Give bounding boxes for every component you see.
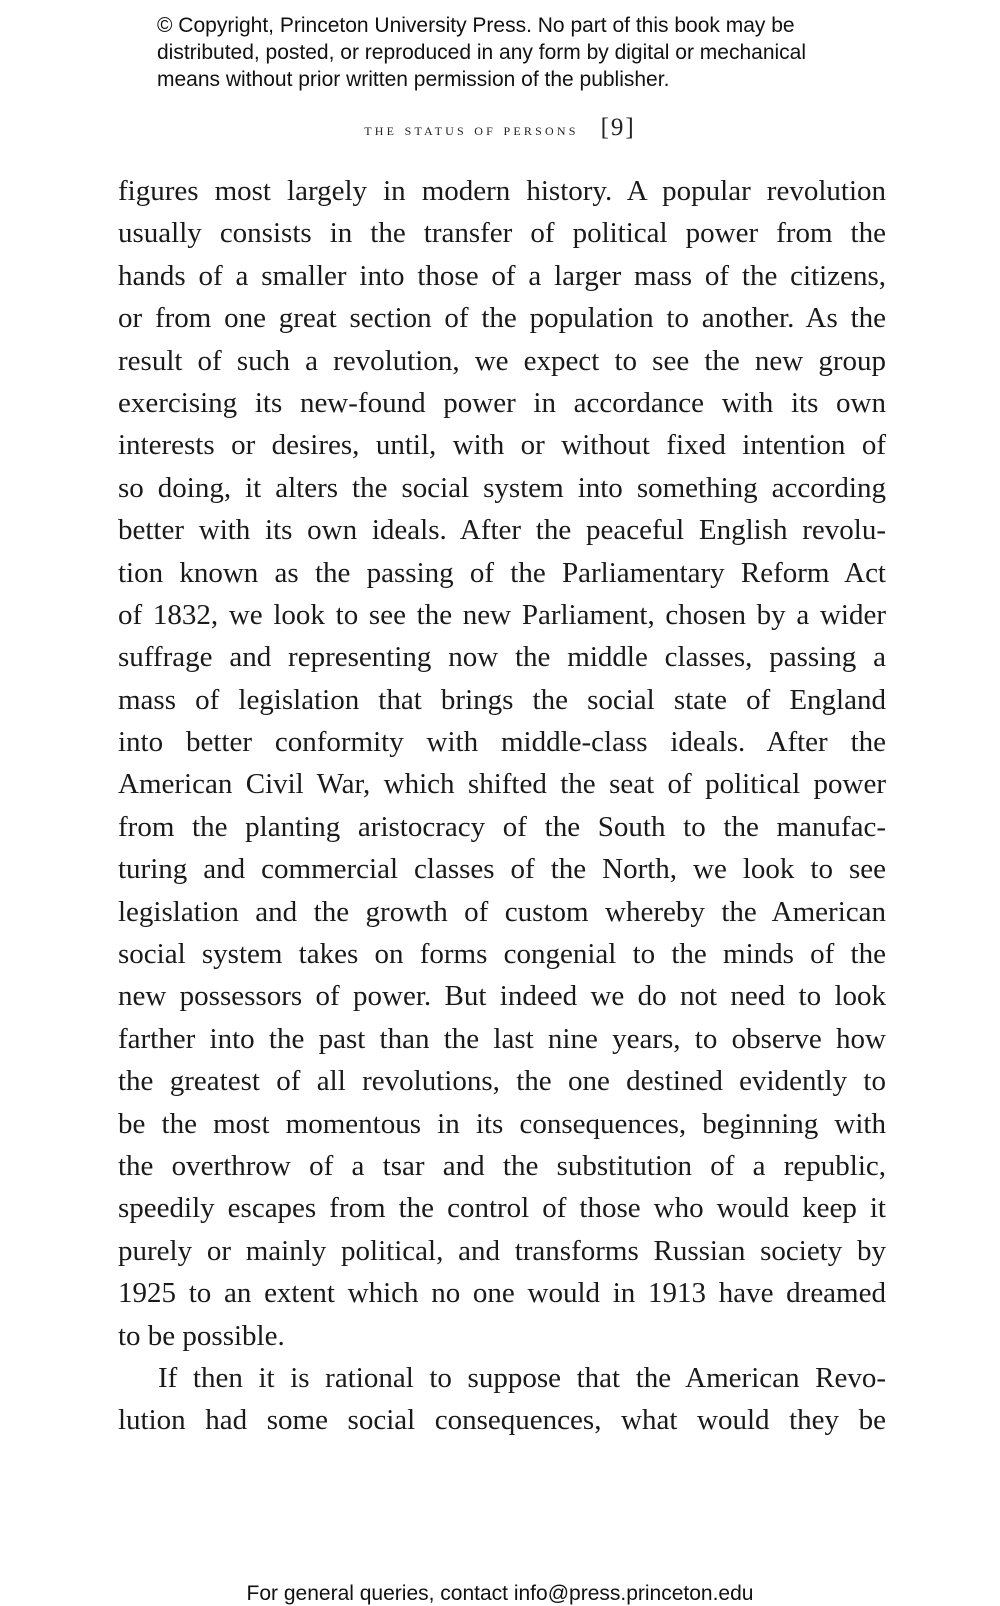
text-line: suffrage and representing now the middle classes, passing a	[118, 641, 886, 674]
text-line: to be possible.	[118, 1319, 285, 1352]
text-line: figures most largely in modern history. A popular revolution	[118, 175, 886, 207]
text-line: speedily escapes from the control of those who would keep it	[118, 1192, 886, 1225]
text-line: so doing, it alters the social system into something according	[118, 471, 886, 504]
text-line: legislation and the growth of custom whereby the American	[118, 895, 886, 928]
text-line: result of such a revolution, we expect to see the new group	[118, 344, 886, 377]
text-line: or from one great section of the population to another. As the	[118, 302, 886, 335]
running-title: the status of persons	[364, 120, 579, 139]
page-number: [9]	[600, 114, 636, 141]
footer-contact: For general queries, contact info@press.princeton.edu	[246, 1582, 754, 1605]
copyright-line: distributed, posted, or reproduced in any form by digital or mechanical	[157, 41, 807, 64]
text-line: tion known as the passing of the Parliamentary Reform Act	[118, 556, 886, 589]
text-line: of 1832, we look to see the new Parliament, chosen by a wider	[118, 598, 886, 631]
paragraph-2	[118, 1357, 886, 1442]
text-line: American Civil War, which shifted the seat of political power	[118, 768, 886, 801]
paragraph-1	[118, 170, 886, 1357]
text-line: the overthrow of a tsar and the substitution of a republic,	[118, 1149, 886, 1182]
text-line: be the most momentous in its consequences, beginning with	[118, 1107, 886, 1140]
text-line: turing and commercial classes of the North, we look to see	[118, 853, 886, 886]
body-text	[118, 170, 886, 1442]
running-header	[0, 114, 1000, 142]
text-line: 1925 to an extent which no one would in 1913 have dreamed	[118, 1277, 886, 1310]
text-line: into better conformity with middle-class ideals. After the	[118, 726, 886, 759]
text-line: better with its own ideals. After the peaceful English revolu-	[118, 514, 886, 547]
text-line: from the planting aristocracy of the South to the manufac-	[118, 810, 886, 843]
text-line: interests or desires, until, with or without fixed intention of	[118, 429, 886, 462]
text-line: hands of a smaller into those of a larger mass of the citizens,	[118, 259, 886, 292]
text-line: If then it is rational to suppose that the American Revo-	[158, 1361, 886, 1394]
text-line: the greatest of all revolutions, the one destined evidently to	[118, 1065, 886, 1098]
text-line: farther into the past than the last nine years, to observe how	[118, 1022, 886, 1055]
copyright-line: © Copyright, Princeton University Press. No part of this book may be	[157, 14, 795, 37]
text-line: usually consists in the transfer of political power from the	[118, 217, 886, 250]
text-line: purely or mainly political, and transforms Russian society by	[118, 1234, 886, 1267]
text-line: new possessors of power. But indeed we do not need to look	[118, 980, 886, 1013]
text-line: mass of legislation that brings the social state of England	[118, 683, 886, 716]
copyright-line: means without prior written permission of the publisher.	[157, 68, 670, 91]
copyright-notice	[157, 12, 877, 93]
text-line: social system takes on forms congenial to the minds of the	[118, 938, 886, 971]
text-line: exercising its new-found power in accordance with its own	[118, 386, 886, 419]
text-line: lution had some social consequences, what would they be	[118, 1404, 886, 1437]
